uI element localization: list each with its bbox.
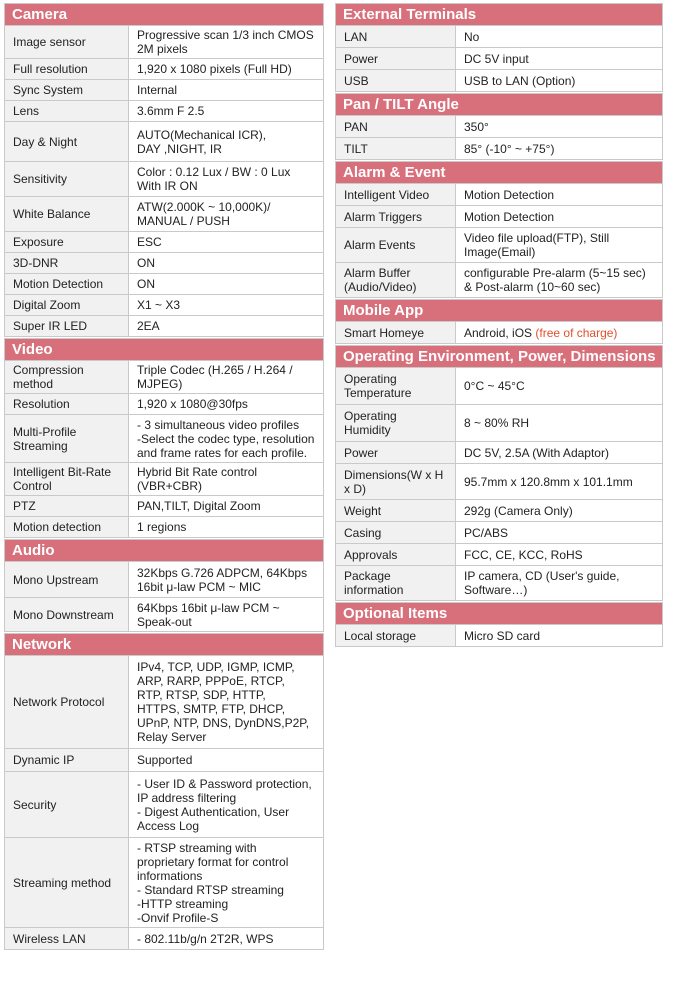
spec-value bbox=[456, 500, 663, 522]
section-header-operating-environment-power-dimensions: Operating Environment, Power, Dimensions bbox=[335, 345, 663, 367]
spec-label: Operating Temperature bbox=[336, 368, 456, 405]
spec-label: Alarm Triggers bbox=[336, 206, 456, 228]
spec-value-text: 64Kbps 16bit μ-law PCM ~ Speak-out bbox=[137, 600, 280, 629]
spec-value-text: - User ID & Password protection, IP address filtering - Digest Authentication, User Access Log bbox=[137, 776, 312, 833]
spec-value-text: PAN,TILT, Digital Zoom bbox=[137, 499, 261, 513]
spec-row bbox=[5, 197, 324, 232]
spec-value bbox=[129, 415, 324, 463]
spec-row bbox=[336, 263, 663, 298]
spec-value-text: USB to LAN (Option) bbox=[464, 73, 576, 88]
spec-value-text: FCC, CE, KCC, RoHS bbox=[464, 547, 583, 562]
spec-row bbox=[336, 500, 663, 522]
spec-value-text: Micro SD card bbox=[464, 628, 541, 643]
spec-table-external-terminals bbox=[335, 25, 663, 92]
spec-label: Alarm Events bbox=[336, 228, 456, 263]
spec-value-text: DC 5V input bbox=[464, 51, 529, 66]
spec-value-text: X1 ~ X3 bbox=[137, 298, 181, 312]
spec-value bbox=[129, 749, 324, 772]
spec-table-camera bbox=[4, 25, 324, 337]
spec-row bbox=[5, 772, 324, 838]
spec-row bbox=[336, 522, 663, 544]
spec-label: Operating Humidity bbox=[336, 405, 456, 442]
section-header-audio: Audio bbox=[4, 539, 324, 561]
spec-row bbox=[5, 101, 324, 122]
spec-value-text: 95.7mm x 120.8mm x 101.1mm bbox=[464, 474, 633, 489]
spec-value-text: Supported bbox=[137, 753, 193, 767]
spec-row bbox=[336, 405, 663, 442]
spec-label: Digital Zoom bbox=[5, 295, 129, 316]
spec-value-text: ON bbox=[137, 256, 155, 270]
spec-label: Day & Night bbox=[5, 122, 129, 162]
spec-label: Network Protocol bbox=[5, 656, 129, 749]
spec-value bbox=[129, 656, 324, 749]
spec-value bbox=[456, 184, 663, 206]
spec-label: LAN bbox=[336, 26, 456, 48]
spec-row bbox=[5, 253, 324, 274]
spec-row bbox=[5, 517, 324, 538]
spec-row bbox=[336, 48, 663, 70]
spec-label: Alarm Buffer (Audio/Video) bbox=[336, 263, 456, 298]
spec-value bbox=[456, 26, 663, 48]
spec-label: Weight bbox=[336, 500, 456, 522]
spec-row bbox=[336, 368, 663, 405]
spec-label: Sync System bbox=[5, 80, 129, 101]
spec-value bbox=[456, 368, 663, 405]
spec-value-text: 3.6mm F 2.5 bbox=[137, 104, 205, 118]
spec-table-network bbox=[4, 655, 324, 950]
spec-row bbox=[5, 598, 324, 632]
spec-table-video bbox=[4, 360, 324, 538]
spec-value bbox=[129, 295, 324, 316]
spec-value bbox=[129, 253, 324, 274]
spec-value-text: ESC bbox=[137, 235, 162, 249]
spec-value bbox=[129, 316, 324, 337]
section-header-alarm-event: Alarm & Event bbox=[335, 161, 663, 183]
spec-value bbox=[456, 625, 663, 647]
spec-row bbox=[5, 928, 324, 950]
spec-row bbox=[5, 295, 324, 316]
spec-value bbox=[456, 138, 663, 160]
spec-label: Wireless LAN bbox=[5, 928, 129, 950]
spec-value-text: - 802.11b/g/n 2T2R, WPS bbox=[137, 931, 274, 946]
spec-row bbox=[5, 496, 324, 517]
spec-value bbox=[456, 116, 663, 138]
spec-value-text: 1,920 x 1080 pixels (Full HD) bbox=[137, 62, 292, 76]
spec-label: Mono Downstream bbox=[5, 598, 129, 632]
spec-value bbox=[456, 464, 663, 500]
spec-value-text: ATW(2.000K ~ 10,000K)/ MANUAL / PUSH bbox=[137, 200, 271, 228]
spec-value-text: AUTO(Mechanical ICR), DAY ,NIGHT, IR bbox=[137, 127, 267, 156]
spec-value-text: - RTSP streaming with proprietary format for control informations - Standard RTSP streaming -HTTP streaming -Onvif Profile-S bbox=[137, 840, 289, 925]
spec-value bbox=[129, 928, 324, 950]
spec-row bbox=[336, 464, 663, 500]
spec-row bbox=[5, 232, 324, 253]
section-header-camera: Camera bbox=[4, 3, 324, 25]
spec-table-alarm-event bbox=[335, 183, 663, 298]
spec-value-text: Android, iOS bbox=[464, 325, 533, 340]
spec-row bbox=[336, 566, 663, 601]
spec-label: Package information bbox=[336, 566, 456, 601]
spec-value-text: Motion Detection bbox=[464, 209, 555, 224]
spec-value-text: PC/ABS bbox=[464, 525, 509, 540]
spec-row bbox=[336, 206, 663, 228]
spec-value-text: 8 ~ 80% RH bbox=[464, 416, 530, 430]
spec-value bbox=[456, 442, 663, 464]
spec-row bbox=[5, 361, 324, 394]
spec-label: Motion detection bbox=[5, 517, 129, 538]
spec-row bbox=[5, 59, 324, 80]
spec-label: Full resolution bbox=[5, 59, 129, 80]
spec-table-pan-tilt-angle bbox=[335, 115, 663, 160]
spec-row bbox=[5, 749, 324, 772]
spec-row bbox=[5, 162, 324, 197]
spec-label: Power bbox=[336, 48, 456, 70]
spec-value bbox=[129, 496, 324, 517]
spec-row bbox=[336, 184, 663, 206]
spec-label: Security bbox=[5, 772, 129, 838]
spec-value-text: Hybrid Bit Rate control (VBR+CBR) bbox=[137, 465, 258, 493]
spec-value-text: Motion Detection bbox=[464, 187, 555, 202]
spec-row bbox=[5, 838, 324, 928]
spec-label: Local storage bbox=[336, 625, 456, 647]
spec-value bbox=[129, 197, 324, 232]
spec-value bbox=[129, 232, 324, 253]
spec-value-text: Video file upload(FTP), Still Image(Email) bbox=[464, 231, 610, 259]
spec-value-text: 0°C ~ 45°C bbox=[464, 379, 525, 393]
spec-value-text: DC 5V, 2.5A (With Adaptor) bbox=[464, 445, 609, 460]
section-header-external-terminals: External Terminals bbox=[335, 3, 663, 25]
section-header-pan-tilt-angle: Pan / TILT Angle bbox=[335, 93, 663, 115]
spec-value bbox=[456, 48, 663, 70]
spec-row bbox=[336, 322, 663, 344]
spec-value bbox=[129, 463, 324, 496]
spec-value bbox=[456, 405, 663, 442]
spec-label: TILT bbox=[336, 138, 456, 160]
spec-label: Approvals bbox=[336, 544, 456, 566]
spec-row bbox=[336, 138, 663, 160]
spec-label: White Balance bbox=[5, 197, 129, 232]
spec-label: Image sensor bbox=[5, 26, 129, 59]
spec-label: USB bbox=[336, 70, 456, 92]
spec-row bbox=[5, 274, 324, 295]
spec-value-text: Progressive scan 1/3 inch CMOS 2M pixels bbox=[137, 28, 314, 56]
spec-row bbox=[336, 625, 663, 647]
section-header-optional-items: Optional Items bbox=[335, 602, 663, 624]
spec-value bbox=[129, 26, 324, 59]
spec-label: Casing bbox=[336, 522, 456, 544]
spec-value bbox=[129, 598, 324, 632]
spec-value bbox=[129, 101, 324, 122]
section-header-mobile-app: Mobile App bbox=[335, 299, 663, 321]
spec-label: Smart Homeye bbox=[336, 322, 456, 344]
spec-label: PTZ bbox=[5, 496, 129, 517]
spec-row bbox=[5, 80, 324, 101]
spec-row bbox=[5, 656, 324, 749]
spec-value-text: 2EA bbox=[137, 319, 160, 333]
spec-value bbox=[129, 274, 324, 295]
spec-row bbox=[5, 415, 324, 463]
spec-value bbox=[129, 162, 324, 197]
spec-label: Resolution bbox=[5, 394, 129, 415]
spec-row bbox=[336, 70, 663, 92]
spec-label: Compression method bbox=[5, 361, 129, 394]
spec-row bbox=[336, 116, 663, 138]
spec-label: Intelligent Video bbox=[336, 184, 456, 206]
spec-row bbox=[5, 316, 324, 337]
spec-value-text: 1,920 x 1080@30fps bbox=[137, 397, 248, 411]
spec-table-audio bbox=[4, 561, 324, 632]
spec-row bbox=[336, 544, 663, 566]
spec-row bbox=[336, 26, 663, 48]
spec-row bbox=[336, 442, 663, 464]
spec-row bbox=[5, 394, 324, 415]
right-spec-column bbox=[335, 3, 663, 647]
spec-value-text: 350° bbox=[464, 119, 489, 134]
spec-value-text: IP camera, CD (User's guide, Software…) bbox=[464, 569, 620, 597]
spec-row bbox=[336, 228, 663, 263]
spec-value bbox=[129, 838, 324, 928]
spec-value bbox=[129, 394, 324, 415]
spec-row bbox=[5, 463, 324, 496]
spec-value bbox=[129, 517, 324, 538]
spec-value bbox=[456, 566, 663, 601]
spec-value bbox=[456, 544, 663, 566]
spec-label: Dimensions(W x H x D) bbox=[336, 464, 456, 500]
spec-value-text: 32Kbps G.726 ADPCM, 64Kbps 16bit μ-law PCM ~ MIC bbox=[137, 565, 308, 594]
free-of-charge-note: (free of charge) bbox=[535, 325, 618, 340]
spec-label: PAN bbox=[336, 116, 456, 138]
spec-value bbox=[129, 122, 324, 162]
spec-value-text: Triple Codec (H.265 / H.264 / MJPEG) bbox=[137, 363, 293, 391]
spec-label: Multi-Profile Streaming bbox=[5, 415, 129, 463]
spec-row bbox=[5, 562, 324, 598]
spec-value bbox=[456, 70, 663, 92]
spec-value-text: Color : 0.12 Lux / BW : 0 Lux With IR ON bbox=[137, 165, 291, 193]
spec-value bbox=[129, 361, 324, 394]
spec-label: 3D-DNR bbox=[5, 253, 129, 274]
spec-row bbox=[5, 122, 324, 162]
spec-value bbox=[129, 562, 324, 598]
spec-value bbox=[456, 522, 663, 544]
spec-value-text: 85° (-10° ~ +75°) bbox=[464, 141, 555, 156]
spec-label: Exposure bbox=[5, 232, 129, 253]
section-header-network: Network bbox=[4, 633, 324, 655]
spec-value-text: Internal bbox=[137, 83, 178, 97]
spec-table-mobile-app bbox=[335, 321, 663, 344]
spec-value bbox=[456, 322, 663, 344]
spec-value bbox=[129, 772, 324, 838]
spec-value bbox=[129, 80, 324, 101]
spec-label: Motion Detection bbox=[5, 274, 129, 295]
spec-value bbox=[129, 59, 324, 80]
spec-value bbox=[456, 263, 663, 298]
spec-value-text: 1 regions bbox=[137, 520, 187, 534]
spec-table-optional-items bbox=[335, 624, 663, 647]
spec-value-text: ON bbox=[137, 277, 155, 291]
spec-value bbox=[456, 206, 663, 228]
spec-label: Sensitivity bbox=[5, 162, 129, 197]
spec-value-text: No bbox=[464, 29, 480, 44]
spec-value-text: - 3 simultaneous video profiles -Select the codec type, resolution and frame rates for each profile. bbox=[137, 417, 315, 460]
spec-label: Mono Upstream bbox=[5, 562, 129, 598]
spec-label: Dynamic IP bbox=[5, 749, 129, 772]
spec-label: Super IR LED bbox=[5, 316, 129, 337]
spec-value bbox=[456, 228, 663, 263]
spec-value-text: 292g (Camera Only) bbox=[464, 503, 573, 518]
left-spec-column bbox=[4, 3, 324, 950]
spec-value-text: IPv4, TCP, UDP, IGMP, ICMP, ARP, RARP, PPPoE, RTCP, RTP, RTSP, SDP, HTTP, HTTPS, SMTP, FTP, DHCP, UPnP, NTP, DNS, DynDNS,P2P, Relay Server bbox=[137, 660, 310, 744]
spec-label: Intelligent Bit-Rate Control bbox=[5, 463, 129, 496]
spec-label: Streaming method bbox=[5, 838, 129, 928]
section-header-video: Video bbox=[4, 338, 324, 360]
spec-label: Power bbox=[336, 442, 456, 464]
spec-row bbox=[5, 26, 324, 59]
spec-label: Lens bbox=[5, 101, 129, 122]
spec-value-text: configurable Pre-alarm (5~15 sec) & Post-alarm (10~60 sec) bbox=[464, 266, 646, 294]
spec-table-operating-environment-power-dimensions bbox=[335, 367, 663, 601]
